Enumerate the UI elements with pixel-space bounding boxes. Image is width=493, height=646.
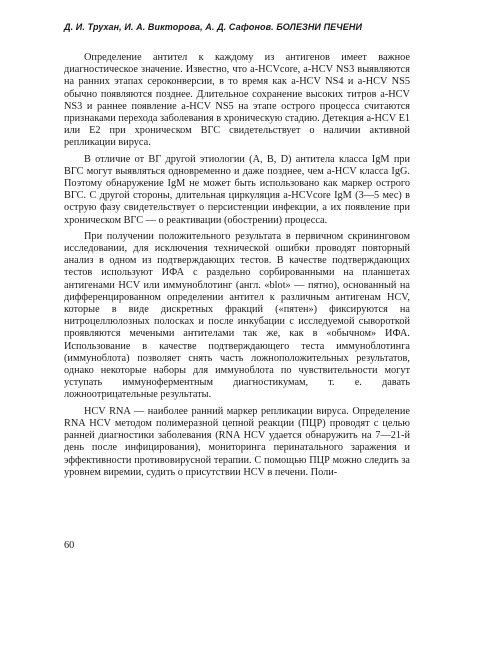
- paragraph-hcv-rna: HCV RNA — наиболее ранний маркер репликации вируса. Определение RNA HCV методом полимеразной цепной реакции (ПЦР) проводят с целью ранней диагностики заболевания (RNA HCV удается обнаружить на 7—21-й день после инфицирования), мониторинга перинатального заражения и эффективности противовирусной терапии. С помощью ПЦР можно следить за уровнем виремии, судить о присутствии HCV в печени. Поли-: [64, 405, 410, 478]
- page-number: 60: [64, 540, 75, 551]
- paragraph-igm-antibodies: В отличие от ВГ другой этиологии (A, B, D) антитела класса IgM при ВГС могут выявляться одновременно и даже позднее, чем a-HCV класса IgG. Поэтому обнаружение IgM не может быть использовано как маркер острого ВГС. С другой стороны, длительная циркуляция a-HCVcore IgM (3—5 мес) в острую фазу свидетельствует о персистенции инфекции, а их появление при хроническом ВГС — о реактивации (обострении) процесса.: [64, 153, 410, 226]
- paragraph-confirmatory-tests: При получении положительного результата в первичном скрининговом исследовании, для исключения технической ошибки проводят повторный анализ в одном из подтверждающих тестов. В качестве подтверждающих тестов используют ИФА с раздельно сорбированными на планшетах антигенами HCV или иммуноблотинг (англ. «blot» — пятно), основанный на дифференцированном определении антител к различным антигенам HCV, которые в виде дискретных фракций («пятен») фиксируются на нитроцеллюлозных полосках и после инкубации с исследуемой сывороткой проявляются мечеными антителами так же, как в «обычном» ИФА. Использование в качестве подтверждающего теста иммуноблотинга (иммуноблота) позволяет снять часть ложноположительных результатов, однако некоторые наборы для иммуноблота по чувствительности могут уступать иммуноферментным диагностикумам, т. е. давать ложноотрицательные результаты.: [64, 230, 410, 401]
- paragraph-antigen-antibodies: Определение антител к каждому из антигенов имеет важное диагностическое значение. Известно, что a-HCVcore, a-HCV NS3 выявляются на ранних этапах сероконверсии, в то время как a-HCV NS4 и a-HCV NS5 обычно появляются позднее. Длительное сохранение высоких титров a-HCV NS3 и раннее появление a-HCV NS5 на этапе острого процесса считаются признаками перехода заболевания в хроническую стадию. Детекция a-HCV E1 или E2 при хроническом ВГС свидетельствует о наличии активной репликации вируса.: [64, 52, 411, 149]
- running-title: Д. И. Трухан, И. А. Викторова, А. Д. Сафонов. БОЛЕЗНИ ПЕЧЕНИ: [64, 22, 363, 32]
- document-page: [64, 22, 410, 479]
